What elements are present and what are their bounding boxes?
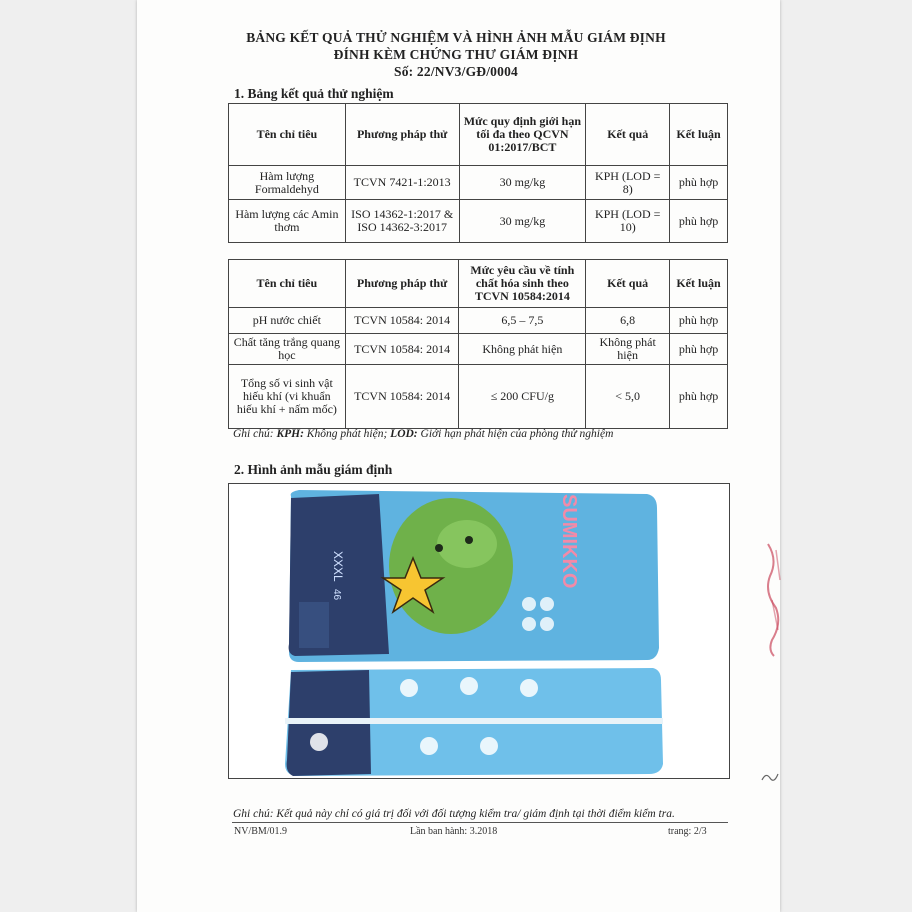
section-heading-test-results: 1. Bảng kết quả thử nghiệm [234,86,394,101]
cell-conclusion: phù hợp [670,334,728,365]
table-row [229,334,728,365]
table-row [229,200,728,243]
header-cell: Tên chỉ tiêu [229,104,346,166]
header-cell: Kết luận [670,260,728,308]
table-header-row [229,260,728,308]
cell-limit: Không phát hiện [459,334,586,365]
cell-result: 6,8 [586,308,670,334]
cell-criterion: Chất tăng trắng quang học [229,334,346,365]
sample-photo [228,483,730,779]
kph-term: KPH: [276,428,304,440]
cell-method: TCVN 7421-1:2013 [345,166,459,200]
cell-criterion: pH nước chiết [229,308,346,334]
certificate-number: Số: 22/NV3/GĐ/0004 [394,64,518,79]
cell-result: Không phát hiện [586,334,670,365]
header-cell: Mức yêu cầu về tính chất hóa sinh theo TCVN 10584:2014 [459,260,586,308]
section-heading-sample-images: 2. Hình ảnh mẫu giám định [234,462,393,477]
lod-term: LOD: [390,428,418,440]
lod-description: Giới hạn phát hiện của phòng thử nghiệm [417,428,614,440]
document-subtitle: ĐÍNH KÈM CHỨNG THƯ GIÁM ĐỊNH [333,47,579,62]
header-cell: Kết luận [670,104,728,166]
cell-limit: 6,5 – 7,5 [459,308,586,334]
count-label: 46 [331,589,342,601]
red-stamp-mark [762,540,786,660]
cell-conclusion: phù hợp [670,166,728,200]
cell-criterion: Hàm lượng các Amin thơm [229,200,346,243]
cell-criterion: Hàm lượng Formaldehyd [229,166,346,200]
dinosaur-illustration [389,498,513,634]
test-results-table-1 [228,103,728,243]
cell-conclusion: phù hợp [670,308,728,334]
cell-method: TCVN 10584: 2014 [345,365,459,429]
pen-mark [760,770,780,784]
header-cell: Tên chỉ tiêu [229,260,346,308]
issue-number: Lần ban hành: 3.2018 [410,826,498,837]
table-row [229,166,728,200]
table-row [229,308,728,334]
table-row [229,365,728,429]
header-cell: Kết quả [586,260,670,308]
package-seam [285,718,663,724]
form-code: NV/BM/01.9 [234,826,288,837]
diaper-package-photo [229,484,729,778]
document-title: BẢNG KẾT QUẢ THỬ NGHIỆM VÀ HÌNH ẢNH MẪU GIÁM ĐỊNH [246,30,666,45]
validity-note: Ghi chú: Kết quả này chỉ có giá trị đối với đối tượng kiểm tra/ giám định tại thời điểm kiểm tra. [233,808,675,820]
cell-result: KPH (LOD = 10) [586,200,670,243]
header-cell: Phương pháp thử [345,104,459,166]
cell-limit: ≤ 200 CFU/g [459,365,586,429]
test-results-table-2 [228,259,728,429]
footer-divider [232,822,728,823]
header-cell: Phương pháp thử [345,260,459,308]
cell-result: < 5,0 [586,365,670,429]
table-header-row [229,104,728,166]
cell-conclusion: phù hợp [670,200,728,243]
footnote-prefix: Ghi chú: [233,428,277,440]
cell-limit: 30 mg/kg [459,200,586,243]
table-footnote [233,428,613,440]
cell-result: KPH (LOD = 8) [586,166,670,200]
cell-method: TCVN 10584: 2014 [345,334,459,365]
cell-limit: 30 mg/kg [459,166,586,200]
brand-logo: SUMIKKO [558,494,580,589]
cell-method: ISO 14362-1:2017 & ISO 14362-3:2017 [345,200,459,243]
header-cell: Kết quả [586,104,670,166]
size-label: XXXL [331,551,345,582]
cell-method: TCVN 10584: 2014 [345,308,459,334]
page-number: trang: 2/3 [668,826,707,837]
header-cell: Mức quy định giới hạn tối đa theo QCVN 01:2017/BCT [459,104,586,166]
cell-conclusion: phù hợp [670,365,728,429]
cell-criterion: Tổng số vi sinh vật hiếu khí (vi khuẩn hiếu khí + nấm mốc) [229,365,346,429]
kph-description: Không phát hiện; [303,428,391,440]
